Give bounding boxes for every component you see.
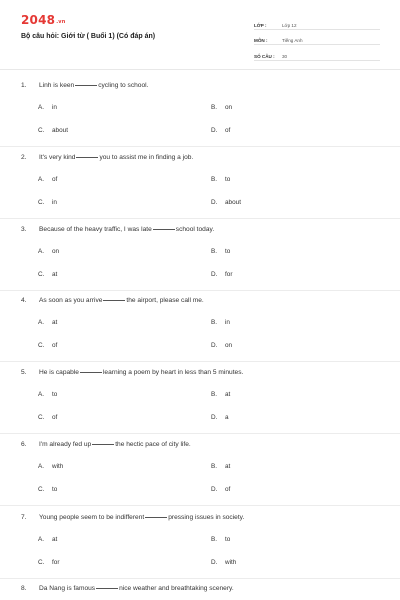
question-stem [21, 226, 381, 233]
option-a[interactable] [38, 319, 57, 326]
option-b[interactable] [211, 248, 230, 255]
stem-after: learning a poem by heart in less than 5 minutes. [102, 369, 244, 376]
question-number: 8. [21, 585, 27, 592]
option-text: to [52, 391, 58, 398]
option-c[interactable] [38, 559, 59, 566]
question-6 [0, 436, 400, 506]
option-text: with [52, 463, 64, 470]
question-number: 6. [21, 441, 27, 448]
option-letter: C. [38, 414, 45, 421]
option-letter: D. [211, 414, 218, 421]
option-c[interactable] [38, 342, 57, 349]
logo-text: 2048 [21, 13, 56, 27]
option-letter: D. [211, 486, 218, 493]
option-letter: C. [38, 559, 45, 566]
option-text: of [52, 414, 58, 421]
meta-row-count [254, 46, 380, 61]
option-text: to [225, 536, 231, 543]
stem-before: Da Nang is famous [39, 585, 96, 592]
option-letter: A. [38, 248, 45, 255]
meta-row-class [254, 15, 380, 30]
option-d[interactable] [211, 414, 229, 421]
option-b[interactable] [211, 536, 230, 543]
option-letter: D. [211, 127, 218, 134]
meta-value: Lớp 12 [282, 22, 297, 28]
worksheet-meta [254, 15, 380, 62]
option-letter: A. [38, 536, 45, 543]
stem-before: He is capable [39, 369, 79, 376]
option-d[interactable] [211, 486, 230, 493]
question-number: 4. [21, 297, 27, 304]
question-separator [0, 361, 400, 362]
option-text: at [52, 536, 58, 543]
option-letter: C. [38, 199, 45, 206]
option-d[interactable] [211, 199, 241, 206]
answer-blank [96, 588, 118, 589]
option-c[interactable] [38, 199, 57, 206]
meta-label: LỚP : [254, 22, 267, 28]
option-c[interactable] [38, 271, 57, 278]
question-stem [21, 297, 381, 304]
option-text: to [225, 248, 231, 255]
question-stem [21, 441, 381, 448]
meta-row-subject [254, 31, 380, 46]
option-letter: B. [211, 104, 218, 111]
question-number: 5. [21, 369, 27, 376]
answer-blank [75, 85, 97, 86]
option-a[interactable] [38, 248, 59, 255]
option-b[interactable] [211, 176, 230, 183]
answer-blank [80, 372, 102, 373]
question-stem [21, 585, 381, 592]
question-2 [0, 149, 400, 219]
option-d[interactable] [211, 127, 230, 134]
option-letter: A. [38, 176, 45, 183]
option-text: at [52, 319, 58, 326]
stem-before: I'm already fed up [39, 441, 92, 448]
option-text: in [52, 104, 57, 111]
option-d[interactable] [211, 559, 236, 566]
option-text: at [225, 463, 231, 470]
option-text: on [225, 104, 233, 111]
question-number: 7. [21, 514, 27, 521]
option-text: of [52, 342, 58, 349]
meta-value: 30 [282, 53, 288, 59]
option-letter: B. [211, 391, 218, 398]
question-separator [0, 290, 400, 291]
question-8 [0, 580, 400, 600]
question-number: 1. [21, 82, 27, 89]
question-3 [0, 221, 400, 291]
answer-blank [92, 444, 114, 445]
option-letter: D. [211, 559, 218, 566]
stem-after: nice weather and breathtaking scenery. [119, 585, 234, 592]
answer-blank [153, 229, 175, 230]
stem-before: As soon as you arrive [39, 297, 103, 304]
option-a[interactable] [38, 104, 57, 111]
question-stem [21, 154, 381, 161]
question-7 [0, 509, 400, 579]
worksheet-header [0, 0, 400, 70]
option-a[interactable] [38, 391, 57, 398]
question-number: 3. [21, 226, 27, 233]
option-letter: D. [211, 342, 218, 349]
option-c[interactable] [38, 486, 57, 493]
answer-blank [76, 157, 98, 158]
option-letter: C. [38, 486, 45, 493]
option-b[interactable] [211, 104, 232, 111]
stem-after: the airport, please call me. [126, 297, 204, 304]
header-divider [0, 69, 400, 70]
option-text: to [52, 486, 58, 493]
question-separator [0, 146, 400, 147]
option-letter: A. [38, 104, 45, 111]
option-letter: D. [211, 199, 218, 206]
meta-label: SỐ CÂU : [254, 53, 275, 59]
question-separator [0, 578, 400, 579]
option-text: to [225, 176, 231, 183]
option-a[interactable] [38, 176, 57, 183]
question-stem [21, 369, 381, 376]
option-text: at [225, 391, 231, 398]
option-letter: B. [211, 463, 218, 470]
option-b[interactable] [211, 319, 230, 326]
option-b[interactable] [211, 463, 230, 470]
option-text: on [52, 248, 60, 255]
option-letter: D. [211, 271, 218, 278]
option-letter: A. [38, 463, 45, 470]
question-separator [0, 505, 400, 506]
option-text: at [52, 271, 58, 278]
question-1 [0, 77, 400, 147]
option-text: on [225, 342, 233, 349]
meta-label: MÔN : [254, 38, 268, 43]
brand-logo[interactable] [21, 13, 66, 27]
option-d[interactable] [211, 342, 232, 349]
option-c[interactable] [38, 127, 68, 134]
question-separator [0, 433, 400, 434]
question-5 [0, 364, 400, 434]
option-a[interactable] [38, 463, 63, 470]
option-letter: A. [38, 319, 45, 326]
option-letter: A. [38, 391, 45, 398]
option-text: in [225, 319, 230, 326]
meta-value: Tiếng Anh [282, 38, 303, 43]
question-4 [0, 292, 400, 362]
answer-blank [103, 300, 125, 301]
stem-before: Young people seem to be indifferent [39, 514, 145, 521]
stem-after: you to assist me in finding a job. [99, 154, 194, 161]
option-letter: C. [38, 127, 45, 134]
option-letter: C. [38, 271, 45, 278]
option-text: in [52, 199, 57, 206]
stem-after: the hectic pace of city life. [115, 441, 191, 448]
option-b[interactable] [211, 391, 230, 398]
option-text: with [225, 559, 237, 566]
option-text: about [52, 127, 68, 134]
answer-blank [145, 517, 167, 518]
option-text: for [225, 271, 233, 278]
option-letter: B. [211, 248, 218, 255]
question-separator [0, 218, 400, 219]
stem-before: It's very kind [39, 154, 76, 161]
stem-after: pressing issues in society. [168, 514, 245, 521]
stem-before: Linh is keen [39, 82, 75, 89]
logo-domain: .vn [56, 19, 66, 25]
option-d[interactable] [211, 271, 232, 278]
question-stem [21, 514, 381, 521]
option-text: about [225, 199, 241, 206]
worksheet-title: Bộ câu hỏi: Giới từ ( Buổi 1) (Có đáp án) [21, 33, 156, 40]
option-text: a [225, 414, 229, 421]
option-letter: C. [38, 342, 45, 349]
option-letter: B. [211, 536, 218, 543]
question-stem [21, 82, 381, 89]
option-text: for [52, 559, 60, 566]
option-letter: B. [211, 176, 218, 183]
stem-after: school today. [175, 226, 215, 233]
stem-before: Because of the heavy traffic, I was late [39, 226, 152, 233]
option-a[interactable] [38, 536, 57, 543]
option-c[interactable] [38, 414, 57, 421]
option-text: of [52, 176, 58, 183]
question-number: 2. [21, 154, 27, 161]
option-text: of [225, 127, 231, 134]
stem-after: cycling to school. [98, 82, 149, 89]
option-text: of [225, 486, 231, 493]
option-letter: B. [211, 319, 218, 326]
